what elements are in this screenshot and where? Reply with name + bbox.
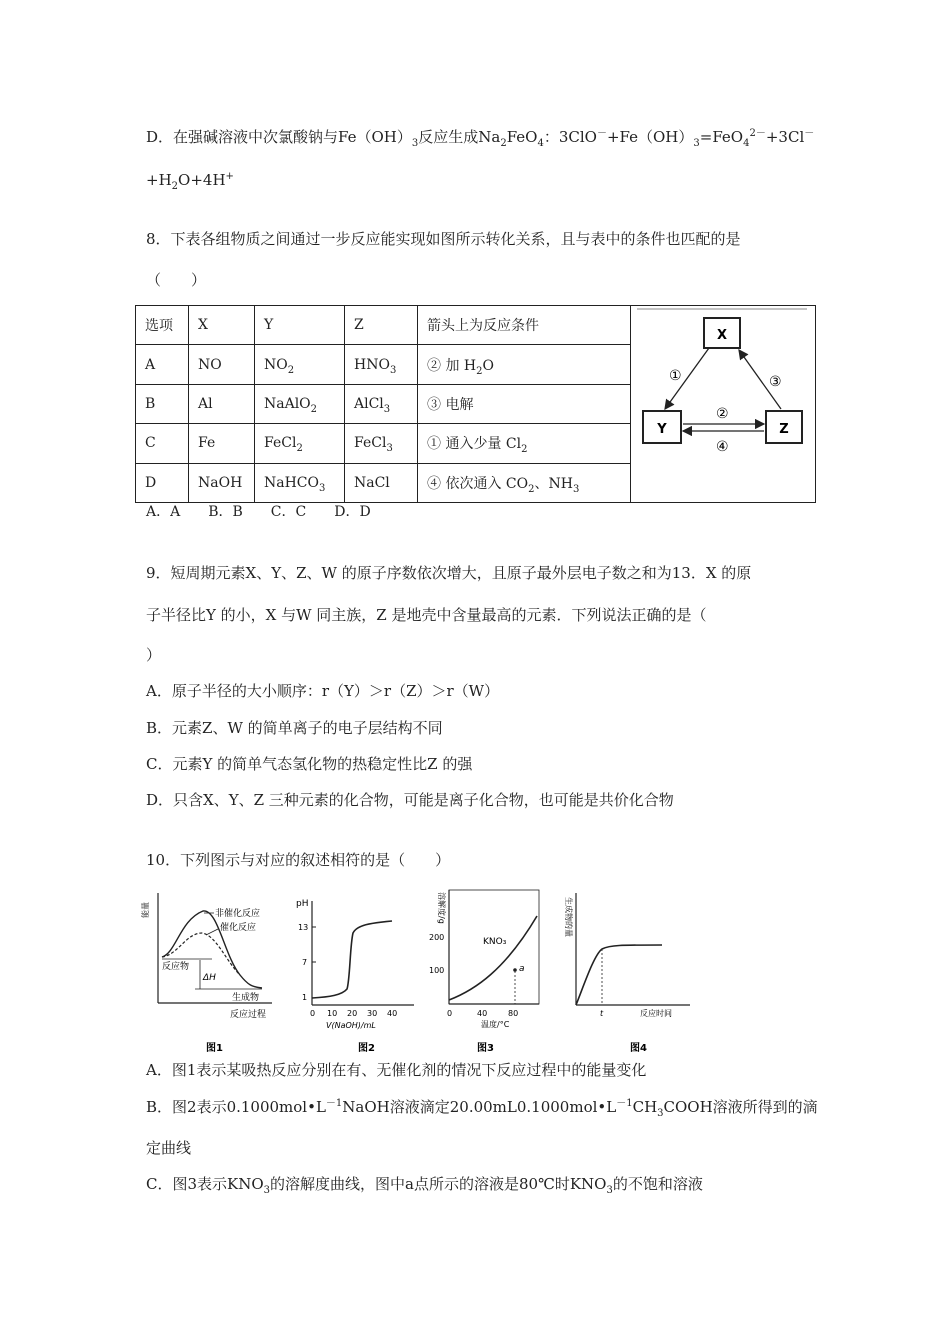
xyz-diagram-svg <box>631 306 815 498</box>
q8-choices: A．A B．B C．C D．D <box>146 504 371 520</box>
fig3-xtick-0: 0 <box>447 1009 453 1018</box>
node-y-label: Y <box>657 422 667 437</box>
fig1-ylabel: 能量 <box>141 902 150 918</box>
fig2-ytick-1: 1 <box>302 993 308 1002</box>
header-y: Y <box>255 306 345 345</box>
header-z: Z <box>345 306 418 345</box>
row-z: FeCl$_3$ <box>345 424 418 463</box>
row-x: Fe <box>189 424 255 463</box>
row-y: NaAlO$_2$ <box>255 384 345 423</box>
arrow-label-2: ② <box>716 406 729 422</box>
q8-stem: 8．下表各组物质之间通过一步反应能实现如图所示转化关系，且与表中的条件也匹配的是 <box>146 230 741 248</box>
fig3-solubility-curve <box>449 916 537 1000</box>
node-x-label: X <box>716 328 728 343</box>
row-option: A <box>136 345 189 384</box>
q10-stem: 10．下列图示与对应的叙述相符的是（ ） <box>146 851 451 869</box>
q10-option-c: C．图3表示$KNO_3$的溶解度曲线，图中a点所示的溶液是80℃时$KNO_3$的不饱和溶液 <box>146 1175 703 1196</box>
fig2-xtick-40: 40 <box>387 1009 398 1018</box>
q9-line1: 9．短周期元素X、Y、Z、W 的原子序数依次增大，且原子最外层电子数之和为13．X 的原 <box>146 564 752 582</box>
row-x: NO <box>189 345 255 384</box>
fig3-series-label: KNO₃ <box>483 937 507 947</box>
fig1-curve2-label: 催化反应 <box>220 923 257 933</box>
row-condition: ② 加 $H_2O$ <box>418 345 631 384</box>
fig2-xtick-10: 10 <box>327 1009 338 1018</box>
fig3-xlabel: 温度/°C <box>481 1020 510 1029</box>
fig4-ylabel: 生成物的量 <box>564 897 573 937</box>
q10-option-b-line2: 定曲线 <box>146 1139 192 1157</box>
row-condition: ③ 电解 <box>418 384 631 423</box>
row-z: NaCl <box>345 463 418 502</box>
q8-paren: （ ） <box>146 271 207 289</box>
row-y: $NO_2$ <box>255 345 345 384</box>
fig1-curve1-label: 非催化反应 <box>215 909 261 919</box>
fig1-caption: 图1 <box>206 1043 223 1054</box>
fig2-ytick-7: 7 <box>302 958 308 967</box>
fig4-tick-t: t <box>600 1009 604 1018</box>
row-y: NaHCO$_3$ <box>255 463 345 502</box>
q10-option-a: A．图1表示某吸热反应分别在有、无催化剂的情况下反应过程中的能量变化 <box>146 1061 647 1079</box>
table-header-row <box>136 306 816 345</box>
q7-option-d-line1: D．在强碱溶液中次氯酸钠与$Fe(OH)_3$反应生成$Na_2FeO_4$：$3ClO^-+Fe(OH)_3=FeO_4^{2-}+3Cl^-$ <box>146 128 815 149</box>
header-condition: 箭头上为反应条件 <box>418 306 631 345</box>
q9-option-b: B．元素Z、W 的简单离子的电子层结构不同 <box>146 719 443 737</box>
arrow-label-1: ① <box>669 368 682 384</box>
fig4-product-curve <box>576 945 662 1005</box>
arrow-label-3: ③ <box>769 374 782 390</box>
row-z: AlCl$_3$ <box>345 384 418 423</box>
row-x: NaOH <box>189 463 255 502</box>
fig3-xtick-40: 40 <box>477 1009 488 1018</box>
figure-3-solubility <box>425 880 555 1055</box>
fig2-xtick-20: 20 <box>347 1009 358 1018</box>
fig4-xlabel: 反应时间 <box>640 1009 672 1018</box>
fig3-xtick-80: 80 <box>508 1009 519 1018</box>
q7-option-d-line2: $+H_2O+4H^+$ <box>146 171 234 192</box>
row-option: B <box>136 384 189 423</box>
q10-option-b-line1: B．图2表示$0.1000mol•L^{-1}NaOH$溶液滴定$20.00mL0.1000mol•L^{-1}CH_3COOH$溶液所得到的滴 <box>146 1098 818 1119</box>
fig3-ylabel: 溶解度/g <box>437 892 446 924</box>
figure-4-product <box>560 885 700 1055</box>
row-x: Al <box>189 384 255 423</box>
fig2-titration-curve <box>312 921 392 998</box>
fig2-xlabel: V(NaOH)/mL <box>326 1021 376 1030</box>
header-x: X <box>189 306 255 345</box>
fig3-caption: 图3 <box>477 1043 494 1054</box>
conversion-diagram <box>631 306 816 503</box>
fig3-ytick-100: 100 <box>429 966 445 975</box>
fig2-xtick-30: 30 <box>367 1009 378 1018</box>
fig3-point-label: a <box>519 964 525 974</box>
fig2-xtick-0: 0 <box>310 1009 316 1018</box>
figure-1-energy <box>140 885 280 1055</box>
fig2-caption: 图2 <box>358 1043 375 1054</box>
fig1-reactant-label: 反应物 <box>162 962 190 972</box>
q9-line3: ） <box>146 646 162 664</box>
fig1-xlabel: 反应过程 <box>230 1010 267 1020</box>
arrow-label-4: ④ <box>716 439 729 455</box>
row-y: FeCl$_2$ <box>255 424 345 463</box>
row-option: D <box>136 463 189 502</box>
header-option: 选项 <box>136 306 189 345</box>
row-condition: ① 通入少量 $Cl_2$ <box>418 424 631 463</box>
row-z: $HNO_3$ <box>345 345 418 384</box>
q9-option-a: A．原子半径的大小顺序：r（Y）＞r（Z）＞r（W） <box>146 682 500 700</box>
figure-2-titration <box>290 885 420 1055</box>
q9-option-c: C．元素Y 的简单气态氢化物的热稳定性比Z 的强 <box>146 755 473 773</box>
node-z-label: Z <box>779 422 789 437</box>
q9-line2: 子半径比Y 的小，X 与W 同主族，Z 是地壳中含量最高的元素．下列说法正确的是（ <box>146 606 707 624</box>
fig1-dh-label: ΔH <box>203 973 216 983</box>
fig2-ytick-13: 13 <box>298 923 309 932</box>
fig4-caption: 图4 <box>630 1043 647 1054</box>
q8-table <box>135 305 816 503</box>
row-condition: ④ 依次通入 $CO_2$、$NH_3$ <box>418 463 631 502</box>
q9-option-d: D．只含X、Y、Z 三种元素的化合物，可能是离子化合物，也可能是共价化合物 <box>146 791 674 809</box>
row-option: C <box>136 424 189 463</box>
fig3-ytick-200: 200 <box>429 933 445 942</box>
fig2-ylabel: pH <box>296 899 309 909</box>
fig1-product-label: 生成物 <box>232 993 260 1003</box>
